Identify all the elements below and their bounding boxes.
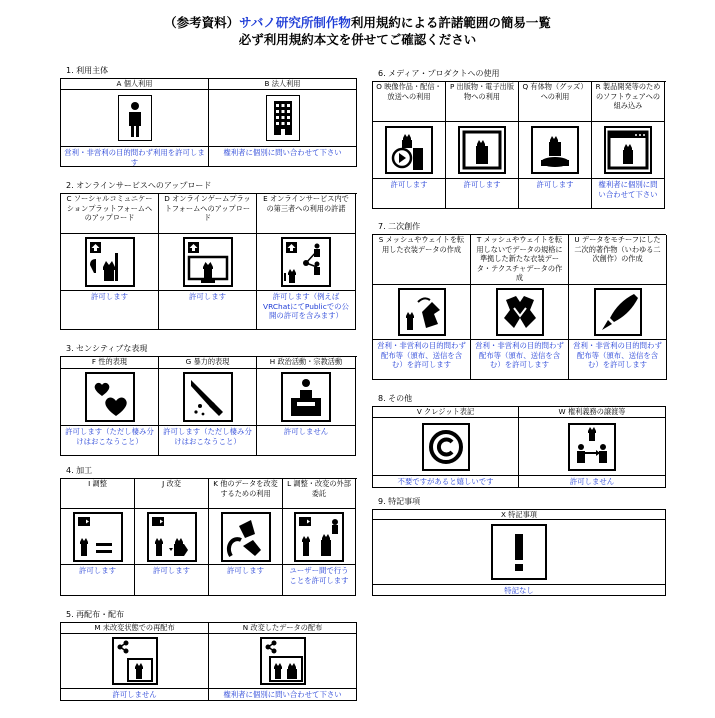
item-status: 許可します（例えばVRChatにてPublicでの公開の許可を含みます） xyxy=(257,291,356,330)
knife-icon xyxy=(159,369,257,426)
item-label: T メッシュやウェイトを転用しないでデータの規格に準拠した新たな衣装データ・テクスチャデータの作成 xyxy=(471,235,569,285)
video-icon xyxy=(373,122,446,179)
section-heading: 6. メディア・プロダクトへの使用 xyxy=(378,69,500,78)
title-suffix: 利用規約による許諾範囲の簡易一覧 xyxy=(350,15,551,30)
goods-icon xyxy=(519,122,592,179)
title-line1 xyxy=(0,14,715,31)
item-status: 許可します xyxy=(446,179,519,209)
outsource-icon xyxy=(283,509,356,565)
item-status: ユーザー間で行うことを許可します xyxy=(283,565,356,596)
use-for-modify-icon xyxy=(209,509,283,565)
section-heading: 4. 加工 xyxy=(66,466,93,475)
section-heading: 3. センシティブな表現 xyxy=(66,344,148,353)
section-1-grid xyxy=(60,78,357,167)
item-status: 許可します xyxy=(373,179,446,209)
item-status: 許可します（ただし棲み分けはおこなうこと） xyxy=(159,426,257,456)
page-title xyxy=(0,14,715,48)
item-label: H 政治活動・宗教活動 xyxy=(257,357,356,369)
title-prefix: （参考資料） xyxy=(164,15,240,30)
item-status: 許可します xyxy=(159,291,257,330)
item-status: 許可しません xyxy=(61,689,209,701)
section-heading: 5. 再配布・配布 xyxy=(66,610,125,619)
section-4 xyxy=(60,466,357,596)
item-label: O 映像作品・配信・放送への利用 xyxy=(373,82,446,122)
item-label: P 出版物・電子出版物への利用 xyxy=(446,82,519,122)
software-icon xyxy=(592,122,665,179)
item-status: 営利・非営利の目的問わず利用を許可します xyxy=(61,147,209,167)
item-label: F 性的表現 xyxy=(61,357,159,369)
pen-icon xyxy=(569,285,667,340)
item-label: X 特記事項 xyxy=(373,510,666,520)
item-label: W 権利義務の譲渡等 xyxy=(519,407,666,418)
item-status: 営利・非営利の目的問わず配布等（頒布、送信を含む）を許可します xyxy=(471,340,569,380)
adjust-icon xyxy=(61,509,135,565)
section-heading: 8. その他 xyxy=(378,394,413,403)
section-9-grid xyxy=(372,509,666,596)
item-status: 許可します（ただし棲み分けはおこなうこと） xyxy=(61,426,159,456)
item-status: 許可しません xyxy=(519,476,666,488)
item-status: 許可します xyxy=(61,291,159,330)
section-6 xyxy=(372,69,666,209)
new-clothing-icon xyxy=(471,285,569,340)
item-status: 特記なし xyxy=(373,585,666,596)
item-label: E オンラインサービス内での第三者への利用の許諾 xyxy=(257,194,356,234)
item-label: R 製品開発等のためのソフトウェアへの組み込み xyxy=(592,82,665,122)
item-status: 権利者に個別に問い合わせて下さい xyxy=(592,179,665,209)
section-3 xyxy=(60,344,357,456)
share-third-party-icon xyxy=(257,234,356,291)
item-label: A 個人利用 xyxy=(61,79,209,90)
section-4-grid xyxy=(60,478,357,596)
transfer-rights-icon xyxy=(519,418,666,476)
section-5-grid xyxy=(60,622,357,701)
item-status: 権利者に個別に問い合わせて下さい xyxy=(209,689,357,701)
item-label: M 未改変状態での再配布 xyxy=(61,623,209,634)
item-label: L 調整・改変の外部委託 xyxy=(283,479,356,509)
item-status: 営利・非営利の目的問わず配布等（頒布、送信を含む）を許可します xyxy=(569,340,667,380)
item-label: N 改変したデータの配布 xyxy=(209,623,357,634)
publication-icon xyxy=(446,122,519,179)
item-label: G 暴力的表現 xyxy=(159,357,257,369)
title-brand: サバノ研究所制作物 xyxy=(239,15,351,30)
section-heading: 9. 特記事項 xyxy=(378,497,421,506)
item-label: U データをモチーフにした二次的著作物（いわゆる二次創作）の作成 xyxy=(569,235,667,285)
section-3-grid xyxy=(60,356,357,456)
distribute-modified-icon xyxy=(209,634,357,689)
section-9 xyxy=(372,497,666,596)
section-heading: 1. 利用主体 xyxy=(66,66,109,75)
item-status: 営利・非営利の目的問わず配布等（頒布、送信を含む）を許可します xyxy=(373,340,471,380)
item-status: 許可しません xyxy=(257,426,356,456)
item-status: 権利者に個別に問い合わせて下さい xyxy=(209,147,357,167)
modify-icon xyxy=(135,509,209,565)
section-2-grid xyxy=(60,193,357,330)
item-label: Q 有体物（グッズ）への利用 xyxy=(519,82,592,122)
item-label: C ソーシャルコミュニケーションプラットフォームへのアップロード xyxy=(61,194,159,234)
section-8 xyxy=(372,394,666,488)
section-5 xyxy=(60,610,357,701)
item-status: 許可します xyxy=(135,565,209,596)
redistribute-icon xyxy=(61,634,209,689)
podium-icon xyxy=(257,369,356,426)
section-heading: 2. オンラインサービスへのアップロード xyxy=(66,181,212,190)
section-1 xyxy=(60,66,357,167)
section-6-grid xyxy=(372,81,666,209)
section-7 xyxy=(372,222,666,380)
item-status: 許可します xyxy=(519,179,592,209)
title-line2: 必ず利用規約本文を併せてご確認ください xyxy=(238,32,477,47)
item-label: V クレジット表記 xyxy=(373,407,519,418)
item-status: 不要ですがあると嬉しいです xyxy=(373,476,519,488)
section-8-grid xyxy=(372,406,666,488)
section-7-grid xyxy=(372,234,666,380)
hearts-icon xyxy=(61,369,159,426)
copyright-icon xyxy=(373,418,519,476)
item-status: 許可します xyxy=(61,565,135,596)
item-label: B 法人利用 xyxy=(209,79,357,90)
exclamation-icon xyxy=(373,520,666,585)
item-label: S メッシュやウェイトを転用した衣装データの作成 xyxy=(373,235,471,285)
clothing-mesh-icon xyxy=(373,285,471,340)
upload-game-icon xyxy=(159,234,257,291)
section-2 xyxy=(60,181,357,330)
item-label: D オンラインゲームプラットフォームへのアップロード xyxy=(159,194,257,234)
building-icon xyxy=(209,90,357,147)
item-label: I 調整 xyxy=(61,479,135,509)
item-status: 許可します xyxy=(209,565,283,596)
item-label: J 改変 xyxy=(135,479,209,509)
upload-social-icon xyxy=(61,234,159,291)
item-label: K 他のデータを改変するための利用 xyxy=(209,479,283,509)
section-heading: 7. 二次創作 xyxy=(378,222,421,231)
person-icon xyxy=(61,90,209,147)
